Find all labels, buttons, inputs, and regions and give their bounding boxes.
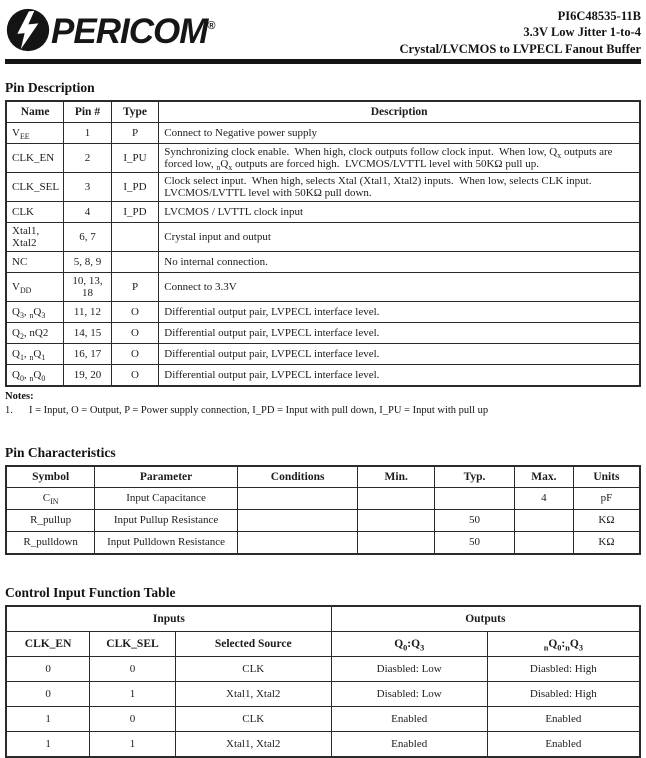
column-header-conditions: Conditions [237,466,357,488]
pin-description-cell: Clock select input. When high, selects Xtal (Xtal1, Xtal2) inputs. When low, selects CLK input. LVCMOS/LVTTL level with 50KΩ pull down. [159,173,640,202]
selected-source-cell: Xtal1, Xtal2 [175,681,331,706]
conditions-cell [237,509,357,531]
pin-type-cell [111,223,159,252]
clk-sel-cell: 1 [90,731,176,757]
pin-description-cell: Differential output pair, LVPECL interface level. [159,365,640,387]
table-row [6,509,640,531]
conditions-cell [237,487,357,509]
pin-name-cell: $Q_0$, $_nQ_0$ [6,365,64,387]
column-header-q-outputs: $Q_0:Q_3$ [331,631,487,656]
pin-type-cell: O [111,344,159,365]
pin-description-cell: No internal connection. [159,252,640,273]
pin-name-cell: $Q_1$, $_nQ_1$ [6,344,64,365]
pin-description-cell: Synchronizing clock enable. When high, clock outputs follow clock input. When low, $Q_x$ outputs are forced low, $_nQ_x$ outputs are forced high. LVCMOS/LVTTL level with 50KΩ pull up. [159,144,640,173]
pin-number-cell: 1 [64,123,112,144]
note-text: I = Input, O = Output, P = Power supply connection, I_PD = Input with pull down, I_PU = Input with pull up [29,404,489,416]
selected-source-cell: Xtal1, Xtal2 [175,731,331,757]
column-header-name: Name [6,101,64,123]
column-header-min: Min. [358,466,435,488]
table-row [6,365,640,387]
header-divider [5,59,641,64]
min-cell [358,509,435,531]
table-row [6,706,640,731]
table-row [6,223,640,252]
pin-number-cell: 19, 20 [64,365,112,387]
control-input-function-title: Control Input Function Table [5,584,176,600]
pin-type-cell: I_PU [111,144,159,173]
symbol-cell: R_pullup [6,509,95,531]
pin-name-cell: CLK_EN [6,144,64,173]
nq-outputs-cell: Enabled [487,731,640,757]
pin-description-cell: Differential output pair, LVPECL interface level. [159,344,640,365]
parameter-cell: Input Capacitance [95,487,238,509]
pin-number-cell: 16, 17 [64,344,112,365]
notes-section [5,390,641,418]
typ-cell: 50 [435,531,515,554]
table-row [6,144,640,173]
max-cell: 4 [514,487,573,509]
group-header-row [6,606,640,632]
note-item [5,404,641,418]
conditions-cell [237,531,357,554]
table-header-row [6,466,640,488]
column-header-max: Max. [514,466,573,488]
table-row [6,123,640,144]
product-subtitle-2: Crystal/LVCMOS to LVPECL Fanout Buffer [399,41,641,56]
column-header-selected-source: Selected Source [175,631,331,656]
pin-type-cell: O [111,365,159,387]
q-outputs-cell: Disabled: Low [331,681,487,706]
pin-type-cell [111,252,159,273]
pin-description-cell: Differential output pair, LVPECL interface level. [159,302,640,323]
pin-type-cell: I_PD [111,202,159,223]
pin-number-cell: 6, 7 [64,223,112,252]
table-row [6,656,640,681]
note-number: 1. [5,404,13,416]
table-row [6,173,640,202]
min-cell [358,531,435,554]
pin-number-cell: 5, 8, 9 [64,252,112,273]
pin-number-cell: 10, 13, 18 [64,273,112,302]
clk-en-cell: 0 [6,656,90,681]
pin-description-cell: Connect to Negative power supply [159,123,640,144]
brand-name [51,11,215,49]
pin-type-cell: P [111,273,159,302]
pin-name-cell: CLK [6,202,64,223]
table-row [6,531,640,554]
typ-cell [435,487,515,509]
pin-number-cell: 2 [64,144,112,173]
table-row [6,344,640,365]
units-cell: KΩ [573,509,640,531]
clk-en-cell: 1 [6,706,90,731]
table-row [6,323,640,344]
table-row [6,202,640,223]
units-cell: KΩ [573,531,640,554]
column-header-description: Description [159,101,640,123]
part-number: PI6C48535-11B [557,9,641,23]
column-header-pin: Pin # [64,101,112,123]
pin-description-table [5,100,641,387]
selected-source-cell: CLK [175,706,331,731]
pin-description-cell: Crystal input and output [159,223,640,252]
pin-type-cell: I_PD [111,173,159,202]
part-info [400,7,641,57]
pin-description-title: Pin Description [5,80,95,95]
pericom-logo [5,7,215,53]
column-header-clk-en: CLK_EN [6,631,90,656]
nq-outputs-cell: Diasbled: High [487,656,640,681]
page-header [5,0,641,57]
pin-name-cell: $Q_2$, nQ2 [6,323,64,344]
q-outputs-cell: Diasbled: Low [331,656,487,681]
nq-outputs-cell: Disabled: High [487,681,640,706]
min-cell [358,487,435,509]
pin-name-cell: Xtal1, Xtal2 [6,223,64,252]
column-header-symbol: Symbol [6,466,95,488]
inputs-group-header: Inputs [6,606,331,632]
pin-number-cell: 4 [64,202,112,223]
pin-number-cell: 11, 12 [64,302,112,323]
pin-type-cell: O [111,302,159,323]
table-row [6,731,640,757]
symbol-cell: R_pulldown [6,531,95,554]
pin-description-cell: Connect to 3.3V [159,273,640,302]
clk-en-cell: 1 [6,731,90,757]
lightning-bolt-icon [5,7,51,53]
clk-sel-cell: 0 [90,656,176,681]
pin-description-cell: Differential output pair, LVPECL interface level. [159,323,640,344]
pin-number-cell: 3 [64,173,112,202]
table-header-row [6,101,640,123]
brand-text: PERICOM [51,12,208,51]
column-header-typ: Typ. [435,466,515,488]
clk-sel-cell: 1 [90,681,176,706]
registered-trademark: ® [207,20,216,32]
table-row [6,487,640,509]
pin-number-cell: 14, 15 [64,323,112,344]
q-outputs-cell: Enabled [331,706,487,731]
pin-characteristics-title: Pin Characteristics [5,444,116,460]
notes-label: Notes: [5,391,34,402]
pin-characteristics-table [5,465,641,555]
parameter-cell: Input Pullup Resistance [95,509,238,531]
column-header-units: Units [573,466,640,488]
pin-name-cell: $V_{DD}$ [6,273,64,302]
pin-type-cell: O [111,323,159,344]
table-row [6,681,640,706]
max-cell [514,509,573,531]
table-row [6,252,640,273]
max-cell [514,531,573,554]
column-header-parameter: Parameter [95,466,238,488]
clk-en-cell: 0 [6,681,90,706]
pin-name-cell: CLK_SEL [6,173,64,202]
column-header-type: Type [111,101,159,123]
selected-source-cell: CLK [175,656,331,681]
column-header-clk-sel: CLK_SEL [90,631,176,656]
column-header-nq-outputs: $_nQ_0:_nQ_3$ [487,631,640,656]
product-subtitle-1: 3.3V Low Jitter 1-to-4 [523,25,641,40]
pin-type-cell: P [111,123,159,144]
pin-name-cell: $Q_3$, $_nQ_3$ [6,302,64,323]
symbol-cell: $C_{IN}$ [6,487,95,509]
table-row [6,302,640,323]
units-cell: pF [573,487,640,509]
clk-sel-cell: 0 [90,706,176,731]
control-input-function-table [5,605,641,758]
pin-name-cell: $V_{EE}$ [6,123,64,144]
parameter-cell: Input Pulldown Resistance [95,531,238,554]
nq-outputs-cell: Enabled [487,706,640,731]
table-header-row [6,631,640,656]
q-outputs-cell: Enabled [331,731,487,757]
outputs-group-header: Outputs [331,606,640,632]
typ-cell: 50 [435,509,515,531]
pin-name-cell: NC [6,252,64,273]
pin-description-cell: LVCMOS / LVTTL clock input [159,202,640,223]
table-row [6,273,640,302]
